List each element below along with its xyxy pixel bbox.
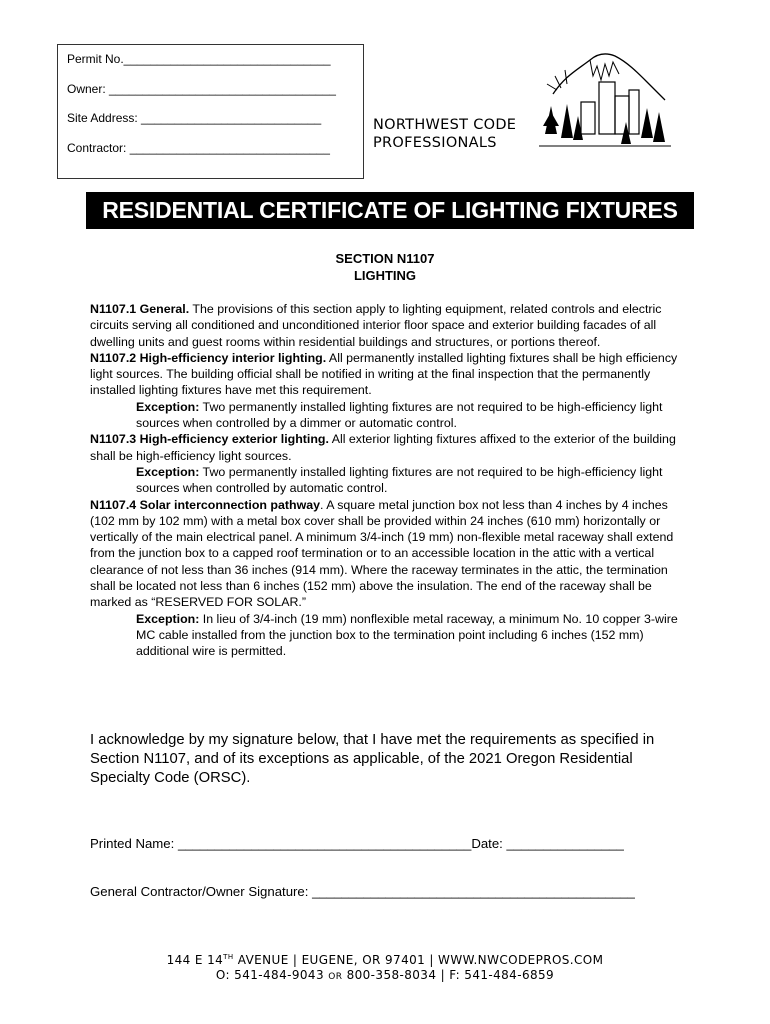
paragraph-n1107-4 [90,497,690,611]
footer-address [0,950,770,968]
exception-n1107-4 [90,611,690,660]
footer-alt-phone-fax: 800-358-8034 | F: 541-484-6859 [342,968,555,982]
section-name: LIGHTING [353,268,417,283]
footer-address-suffix: TH [223,953,234,961]
acknowledgement-statement: I acknowledge by my signature below, that I have met the requirements as specified in Section N1107, and of its exceptions as applicable, of the 2021 Oregon Residential Specialty Code (ORSC). [90,732,655,786]
exception-heading: Exception: [136,611,200,626]
exception-n1107-2 [90,399,690,432]
exception-heading: Exception: [136,464,200,479]
company-name-line1: NORTHWEST CODE [373,117,517,133]
paragraph-body: The provisions of this section apply to lighting equipment, related controls and electric circuits serving all conditioned and unconditioned interior floor space and exterior building facades of all dwelling units and guest rooms within residential buildings and structures, or portions thereof. [90,302,662,349]
paragraph-heading: N1107.3 High-efficiency exterior lighting. [90,432,329,447]
paragraph-n1107-1 [90,301,690,350]
footer-address-street: 144 E 14 [166,953,224,967]
footer-or: OR [328,972,343,982]
footer-office-phone: O: 541-484-9043 [215,968,329,982]
paragraph-body: All exterior lighting fixtures affixed to the exterior of the building shall be high-efficiency light sources. [90,432,676,463]
exception-body: Two permanently installed lighting fixtures are not required to be high-efficiency light sources when controlled by automatic control. [136,464,663,496]
document-title: RESIDENTIAL CERTIFICATE OF LIGHTING FIXTURES [86,192,694,229]
paragraph-n1107-3 [90,431,690,464]
paragraph-body: . A square metal junction box not less than 4 inches by 4 inches (102 mm by 102 mm) with a metal box cover shall be provided within 24 inches (610 mm) horizontally or vertically of the main electrical panel. A minimum 3/4-inch (19 mm) non-flexible metal raceway shall extend from the junction box to a capped roof termination or to an accessible location in the attic with a vertical clearance of not less than 36 inches (914 mm). Where the raceway terminates in the attic, the termination shall be located not less than 6 inches (152 mm) above the insulation. The end of the raceway shall be marked as “RESERVED FOR SOLAR.” [90,497,674,610]
paragraph-n1107-2 [90,350,690,399]
permit-no-field[interactable]: Permit No._______________________________ [67,52,331,66]
owner-field[interactable]: Owner: __________________________________ [67,81,336,96]
footer-address-rest: AVENUE | EUGENE, OR 97401 | WWW.NWCODEPROS.COM [233,953,604,967]
signature-field[interactable]: General Contractor/Owner Signature: ____________________________________________ [90,884,635,899]
exception-n1107-3 [90,464,690,497]
contractor-field[interactable]: Contractor: ______________________________ [67,140,330,155]
exception-heading: Exception: [136,399,200,414]
permit-info-box [57,44,364,179]
company-name [373,116,516,152]
printed-name-date-field[interactable]: Printed Name: ________________________________________Date: ________________ [90,836,624,851]
exception-body: In lieu of 3/4-inch (19 mm) nonflexible metal raceway, a minimum No. 10 copper 3-wire MC cable installed from the junction box to the termination point including 6 inches (152 mm) additional wire is permitted. [136,611,678,659]
site-address-field[interactable]: Site Address: ___________________________ [67,111,322,125]
company-name-line2: PROFESSIONALS [373,135,497,151]
paragraph-heading: N1107.1 General. [90,302,190,316]
paragraph-heading: N1107.4 Solar interconnection pathway [90,497,320,512]
footer [0,950,770,985]
code-text [90,301,690,660]
paragraph-heading: N1107.2 High-efficiency interior lighting. [90,350,327,365]
exception-body: Two permanently installed lighting fixtures are not required to be high-efficiency light sources when controlled by a dimmer or automatic control. [136,399,663,431]
paragraph-body: All permanently installed lighting fixtures shall be high efficiency light sources. The building official shall be notified in writing at the final inspection that the permanently installed lighting fixtures have met this requirement. [90,350,678,398]
section-number: SECTION N1107 [335,251,435,266]
company-logo [535,46,675,156]
footer-phone [0,968,770,985]
